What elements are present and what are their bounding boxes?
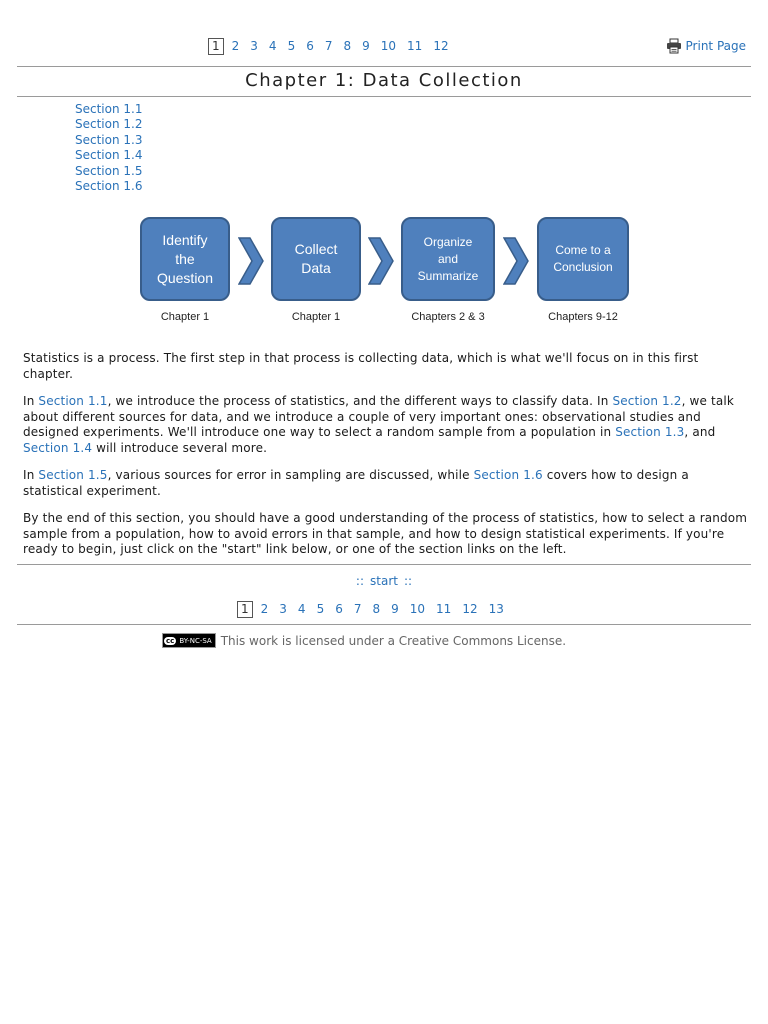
process-step-label: Identify	[162, 231, 208, 248]
process-step-2	[271, 217, 361, 301]
inline-link-section-1-5[interactable]: Section 1.5	[38, 468, 108, 482]
process-step-label: Organize	[423, 234, 473, 249]
process-step-label: Data	[301, 260, 331, 276]
intro-paragraph-1: Statistics is a process. The first step in that process is collecting data, which is what we'll focus on in this first chapter.	[23, 351, 699, 381]
text-fragment: In	[23, 394, 39, 408]
inline-link-section-1-3[interactable]: Section 1.3	[615, 425, 685, 439]
chapter-intro	[23, 351, 749, 570]
intro-paragraph-3	[23, 468, 749, 499]
content-divider	[17, 564, 751, 565]
top-divider	[17, 66, 751, 67]
top-pager	[208, 38, 456, 55]
page-link-3[interactable]: 3	[250, 39, 258, 53]
page-link-1: 1	[237, 601, 253, 618]
page-link-3[interactable]: 3	[279, 602, 287, 616]
process-step-label: Question	[156, 269, 214, 286]
top-navigation	[0, 38, 768, 56]
footer-divider	[17, 624, 751, 625]
section-link-1-5[interactable]: Section 1.5	[75, 163, 143, 178]
chevron-right-icon	[238, 237, 264, 285]
page-link-10[interactable]: 10	[409, 602, 426, 616]
text-fragment: will introduce several more.	[92, 440, 268, 455]
license-footer	[162, 633, 566, 648]
process-step-caption: Chapters 2 & 3	[411, 311, 485, 323]
section-link-1-1[interactable]: Section 1.1	[75, 102, 143, 116]
page-link-10[interactable]: 10	[380, 39, 397, 53]
title-divider	[17, 96, 751, 97]
process-step-label: and	[437, 251, 459, 266]
page-link-12[interactable]: 12	[433, 39, 449, 53]
process-step-label: Summarize	[417, 268, 479, 283]
process-step-4	[537, 217, 629, 301]
intro-paragraph-4: By the end of this section, you should have a good understanding of the process of statistics, how to select a random sample from a population, how to avoid errors in that sample, and how to design statistical experiments. If you're ready to begin, just click on the "start" link below, or one of the section links on the left.	[23, 511, 748, 556]
page-link-9[interactable]: 9	[391, 602, 399, 616]
cc-badge-text: BY-NC-SA	[179, 636, 212, 645]
page-link-6[interactable]: 6	[306, 39, 314, 53]
chevron-right-icon	[368, 237, 394, 285]
page-link-4[interactable]: 4	[297, 602, 306, 616]
process-step-label: Come to a	[555, 243, 611, 257]
license-text: This work is licensed under a Creative Commons License.	[220, 633, 567, 648]
page-link-6[interactable]: 6	[335, 602, 343, 616]
process-step-caption: Chapters 9-12	[548, 311, 618, 323]
inline-link-section-1-2[interactable]: Section 1.2	[612, 394, 682, 408]
inline-link-section-1-6[interactable]: Section 1.6	[473, 468, 543, 482]
process-step-caption: Chapter 1	[160, 311, 210, 323]
page-link-1: 1	[208, 38, 224, 55]
cc-logo-icon: cc	[166, 636, 175, 645]
process-step-label: Collect	[294, 241, 338, 257]
inline-link-section-1-4[interactable]: Section 1.4	[23, 440, 93, 455]
chevron-right-icon	[503, 237, 529, 285]
page-title: Chapter 1: Data Collection	[245, 70, 523, 91]
text-fragment: covers how to design a statistical experiment.	[23, 468, 689, 498]
start-separator-right: ::	[403, 574, 413, 588]
page-link-7[interactable]: 7	[324, 39, 333, 53]
printer-icon	[666, 38, 682, 54]
bottom-pager	[237, 601, 511, 618]
start-row	[0, 574, 768, 588]
page-link-2[interactable]: 2	[231, 39, 240, 53]
page-link-7[interactable]: 7	[353, 602, 362, 616]
process-step-caption: Chapter 1	[291, 311, 341, 323]
page-link-8[interactable]: 8	[372, 602, 381, 616]
page-link-11[interactable]: 11	[436, 602, 452, 616]
page-link-11[interactable]: 11	[407, 39, 423, 53]
process-step-3	[401, 217, 495, 301]
statistics-process-diagram	[130, 213, 650, 333]
text-fragment: In	[23, 468, 39, 482]
inline-link-section-1-1[interactable]: Section 1.1	[38, 394, 108, 408]
text-fragment: , we introduce the process of statistics, and the different ways to classify data. In	[107, 394, 613, 408]
page-link-4[interactable]: 4	[268, 39, 277, 53]
page-link-5[interactable]: 5	[287, 39, 296, 53]
page-link-12[interactable]: 12	[462, 602, 478, 616]
text-fragment: , and	[684, 425, 716, 439]
intro-paragraph-2	[23, 394, 749, 456]
process-step-label: Conclusion	[553, 260, 613, 274]
section-list	[75, 102, 142, 194]
page-link-2[interactable]: 2	[260, 602, 269, 616]
cc-license-badge[interactable]	[162, 633, 216, 648]
text-fragment: , various sources for error in sampling are discussed, while	[107, 468, 474, 482]
print-page-label: Print Page	[685, 39, 746, 53]
print-page-link[interactable]	[666, 38, 746, 54]
page-link-5[interactable]: 5	[316, 602, 325, 616]
start-separator-left: ::	[355, 574, 365, 588]
text-fragment: , we talk about different sources for data, and we introduce a couple of very important ones: observational studies and designed experiments. We'll introduce one way to select a random sample from a population in	[23, 394, 734, 439]
section-link-1-6[interactable]: Section 1.6	[75, 179, 143, 194]
section-link-1-3[interactable]: Section 1.3	[75, 132, 143, 147]
start-link[interactable]: start	[370, 574, 398, 588]
page-link-9[interactable]: 9	[362, 39, 370, 53]
page-link-8[interactable]: 8	[343, 39, 352, 53]
page-link-13[interactable]: 13	[488, 602, 504, 616]
section-link-1-4[interactable]: Section 1.4	[75, 148, 143, 163]
process-step-1	[140, 217, 230, 301]
process-step-label: the	[175, 250, 195, 267]
section-link-1-2[interactable]: Section 1.2	[75, 117, 143, 132]
